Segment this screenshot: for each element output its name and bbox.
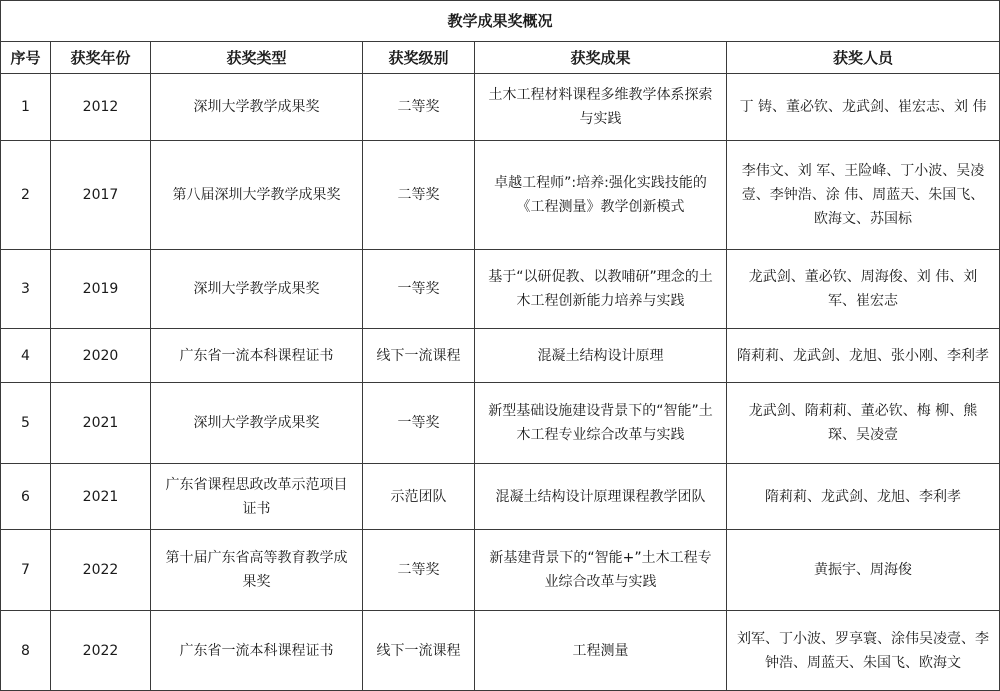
cell-type: 第十届广东省高等教育教学成果奖 [151,530,363,611]
cell-level: 线下一流课程 [363,611,475,691]
cell-achievement: 混凝土结构设计原理 [475,329,727,383]
cell-achievement: 土木工程材料课程多维教学体系探索与实践 [475,74,727,141]
cell-people: 丁 铸、董必钦、龙武剑、崔宏志、刘 伟 [727,74,1000,141]
cell-level: 一等奖 [363,383,475,464]
cell-no: 2 [1,141,51,250]
cell-achievement: 基于“以研促教、以教哺研”理念的土木工程创新能力培养与实践 [475,250,727,329]
cell-year: 2022 [51,530,151,611]
cell-no: 7 [1,530,51,611]
cell-level: 示范团队 [363,464,475,530]
table-row [1,530,1000,611]
cell-people: 隋莉莉、龙武剑、龙旭、李利孝 [727,464,1000,530]
cell-type: 深圳大学教学成果奖 [151,383,363,464]
cell-type: 第八届深圳大学教学成果奖 [151,141,363,250]
cell-year: 2020 [51,329,151,383]
cell-type: 深圳大学教学成果奖 [151,74,363,141]
header-level: 获奖级别 [363,42,475,74]
cell-level: 二等奖 [363,530,475,611]
table-title-row [1,1,1000,42]
header-type: 获奖类型 [151,42,363,74]
table-title: 教学成果奖概况 [1,1,1000,42]
cell-people: 龙武剑、董必钦、周海俊、刘 伟、刘军、崔宏志 [727,250,1000,329]
cell-no: 8 [1,611,51,691]
cell-type: 深圳大学教学成果奖 [151,250,363,329]
cell-no: 6 [1,464,51,530]
table-row [1,383,1000,464]
cell-type: 广东省一流本科课程证书 [151,329,363,383]
cell-achievement: 新基建背景下的“智能+”土木工程专业综合改革与实践 [475,530,727,611]
cell-people: 李伟文、刘 军、王险峰、丁小波、吴凌壹、李钟浩、涂 伟、周蓝天、朱国飞、欧海文、苏国标 [727,141,1000,250]
cell-year: 2021 [51,383,151,464]
table-row [1,329,1000,383]
table-row [1,141,1000,250]
cell-year: 2017 [51,141,151,250]
table-row [1,611,1000,691]
header-year: 获奖年份 [51,42,151,74]
cell-achievement: 工程测量 [475,611,727,691]
cell-people: 龙武剑、隋莉莉、董必钦、梅 柳、熊琛、吴凌壹 [727,383,1000,464]
cell-year: 2012 [51,74,151,141]
cell-type: 广东省一流本科课程证书 [151,611,363,691]
cell-year: 2021 [51,464,151,530]
cell-no: 5 [1,383,51,464]
cell-no: 3 [1,250,51,329]
cell-level: 线下一流课程 [363,329,475,383]
header-people: 获奖人员 [727,42,1000,74]
cell-year: 2022 [51,611,151,691]
table-row [1,74,1000,141]
cell-year: 2019 [51,250,151,329]
cell-no: 1 [1,74,51,141]
cell-level: 二等奖 [363,74,475,141]
cell-no: 4 [1,329,51,383]
header-row [1,42,1000,74]
cell-type: 广东省课程思政改革示范项目证书 [151,464,363,530]
cell-level: 一等奖 [363,250,475,329]
cell-level: 二等奖 [363,141,475,250]
table-row [1,250,1000,329]
cell-people: 黄振宇、周海俊 [727,530,1000,611]
cell-achievement: 新型基础设施建设背景下的“智能”土木工程专业综合改革与实践 [475,383,727,464]
cell-people: 隋莉莉、龙武剑、龙旭、张小刚、李利孝 [727,329,1000,383]
cell-achievement: 卓越工程师”:培养:强化实践技能的《工程测量》教学创新模式 [475,141,727,250]
cell-people: 刘军、丁小波、罗享寰、涂伟吴凌壹、李钟浩、周蓝天、朱国飞、欧海文 [727,611,1000,691]
header-no: 序号 [1,42,51,74]
cell-achievement: 混凝土结构设计原理课程教学团队 [475,464,727,530]
header-achievement: 获奖成果 [475,42,727,74]
table-row [1,464,1000,530]
